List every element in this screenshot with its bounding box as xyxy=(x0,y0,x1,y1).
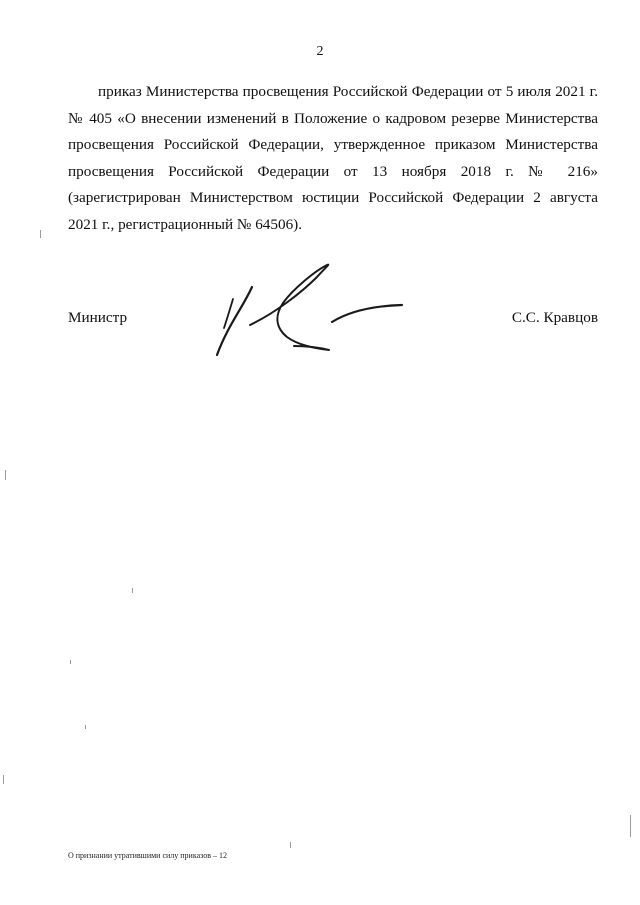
signature-stroke-loop xyxy=(250,265,329,350)
signature-stroke-vertical xyxy=(217,287,252,355)
footer-note: О признании утратившими силу приказов – 12 xyxy=(68,851,228,860)
scan-speck xyxy=(70,660,71,664)
scan-speck xyxy=(132,588,133,593)
body-paragraph: приказ Министерства просвещения Российской Федерации от 5 июля 2021 г. № 405 «О внесении изменений в Положение о кадровом резерве Министерства просвещения Российской Федерации, утвержденное приказом Министерства просвещения Российской Федерации от 13 ноября 2018 г. № 216» (зарегистрирован Министерством юстиции Российской Федерации 2 августа 2021 г., регистрационный № 64506). xyxy=(68,83,598,233)
scan-speck xyxy=(5,470,6,480)
scan-speck xyxy=(3,775,4,784)
signatory-title: Министр xyxy=(68,309,128,326)
signatory-name: С.С. Кравцов xyxy=(511,309,598,326)
scan-speck xyxy=(85,725,86,729)
scan-speck xyxy=(40,230,41,238)
page-number: 2 xyxy=(316,44,324,59)
signature-stroke-tail xyxy=(332,305,402,322)
scan-speck xyxy=(290,842,291,848)
scan-speck xyxy=(630,815,631,837)
handwritten-signature xyxy=(205,255,410,370)
